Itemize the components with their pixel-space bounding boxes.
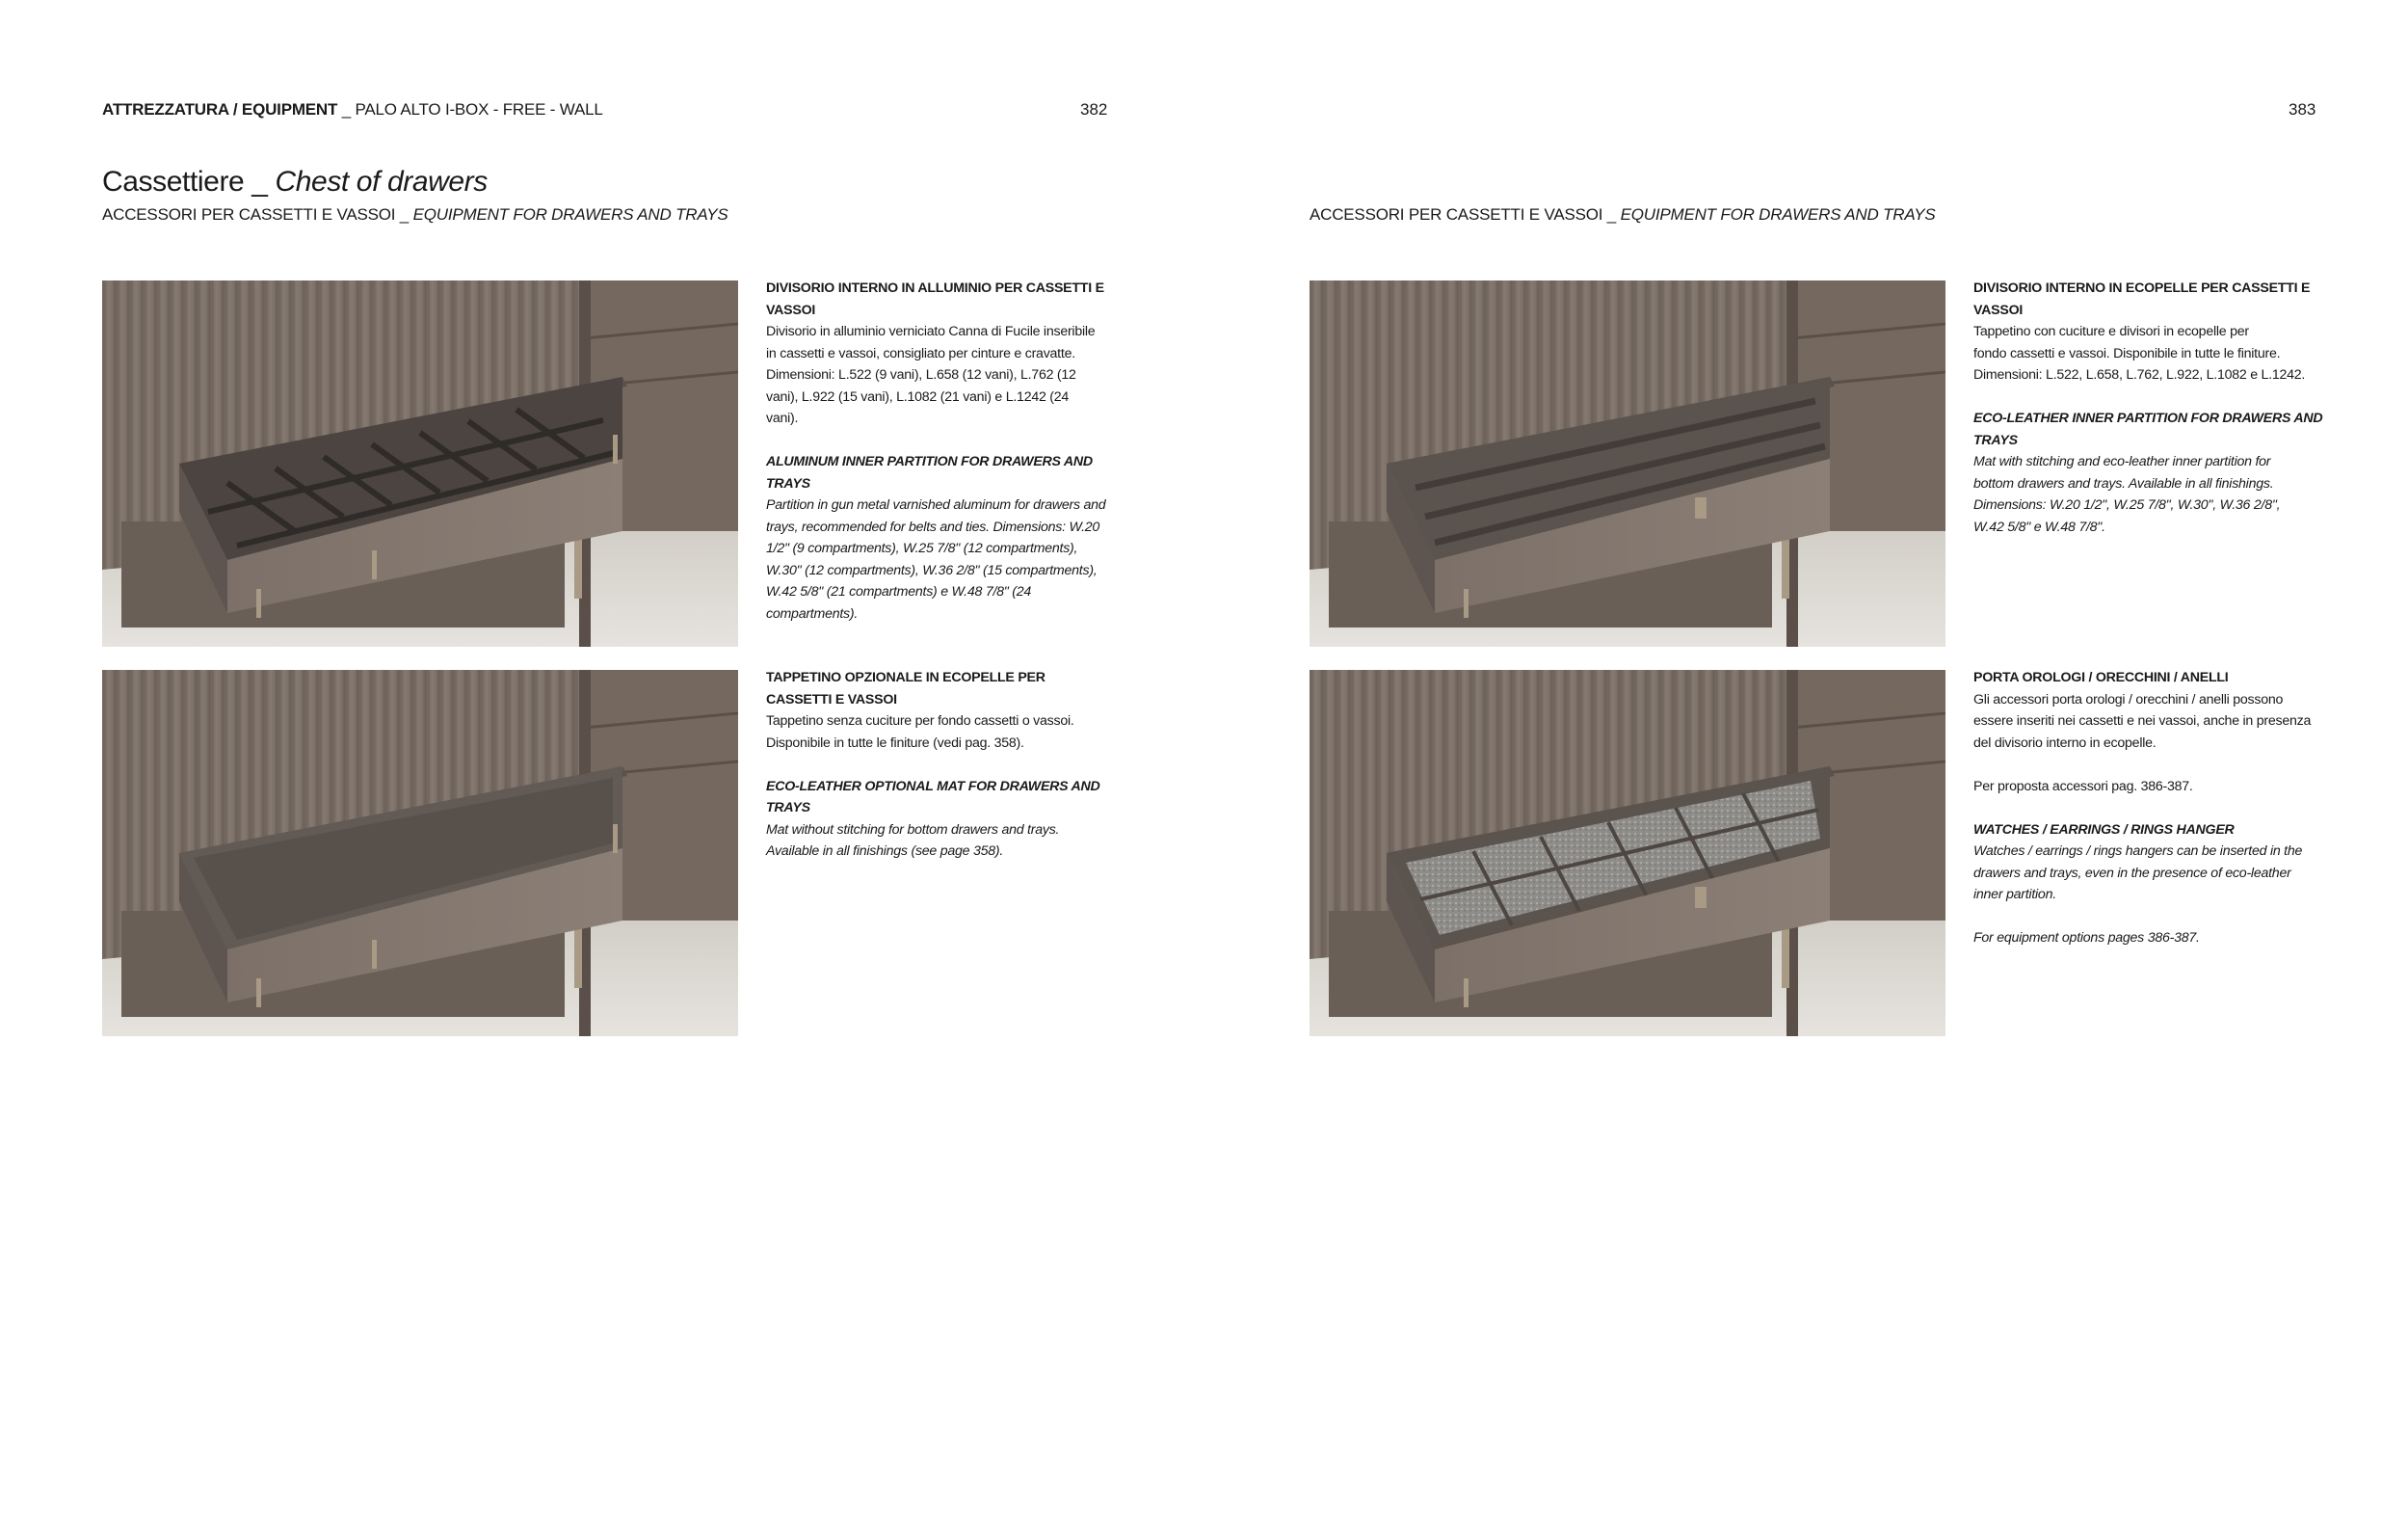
text-aluminum-partition (766, 278, 1113, 625)
body-line: essere inseriti nei cassetti e nei vassoi, anche in presenza (1973, 713, 2312, 729)
body-line: fondo cassetti e vassoi. Disponibile in tutte le finiture. (1973, 345, 2281, 361)
body-line: vani). (766, 411, 799, 426)
page-number-right: 383 (2289, 100, 2316, 119)
photo-eco-leather-mat (102, 670, 738, 1036)
section-header-rest: _ PALO ALTO I-BOX - FREE - WALL (337, 100, 603, 119)
heading-it: DIVISORIO INTERNO IN ECOPELLE PER CASSETTI E VASSOI (1973, 280, 2311, 318)
body-line-en: W.30" (12 compartments), W.36 2/8" (15 compartments), (766, 562, 1098, 578)
body-line-en: Partition in gun metal varnished aluminum for drawers and (766, 497, 1106, 513)
body-line-en: Dimensions: W.20 1/2", W.25 7/8", W.30", W.36 2/8", (1973, 497, 2281, 513)
photo-aluminum-partition (102, 280, 738, 647)
body-line: Dimensioni: L.522 (9 vani), L.658 (12 vani), L.762 (12 (766, 367, 1076, 383)
section-header (102, 100, 603, 120)
heading-it: TAPPETINO OPZIONALE IN ECOPELLE PER CASSETTI E VASSOI (766, 670, 1045, 708)
body-line: Tappetino senza cuciture per fondo cassetti o vassoi. (766, 713, 1074, 729)
body-line-en: compartments). (766, 605, 859, 622)
heading-en: WATCHES / EARRINGS / RINGS HANGER (1973, 821, 2235, 838)
subtitle-left-it: ACCESSORI PER CASSETTI E VASSOI _ (102, 205, 413, 224)
section-header-bold: ATTREZZATURA / EQUIPMENT (102, 100, 338, 119)
subtitle-left-en: EQUIPMENT FOR DRAWERS AND TRAYS (412, 205, 728, 224)
body-line-en: trays, recommended for belts and ties. Dimensions: W.20 (766, 519, 1100, 535)
body-line-en: drawers and trays, even in the presence of eco-leather (1973, 865, 2291, 881)
body-line-en: bottom drawers and trays. Available in all finishings. (1973, 475, 2274, 492)
page-title-en: Chest of drawers (275, 166, 488, 198)
text-watch-ring-hanger (1973, 667, 2359, 949)
note-it: Per proposta accessori pag. 386-387. (1973, 778, 2193, 794)
body-line-en: W.42 5/8" e W.48 7/8". (1973, 519, 2105, 535)
text-eco-leather-partition (1973, 278, 2359, 538)
body-line-en: Available in all finishings (see page 358). (766, 843, 1004, 859)
subtitle-right-en: EQUIPMENT FOR DRAWERS AND TRAYS (1620, 205, 1936, 224)
body-line-en: Mat without stitching for bottom drawers and trays. (766, 821, 1060, 838)
page-number-left: 382 (1080, 100, 1108, 119)
body-line-en: inner partition. (1973, 887, 2056, 902)
photo-watch-ring-hanger (1310, 670, 1945, 1036)
body-line: Tappetino con cuciture e divisori in ecopelle per (1973, 324, 2249, 339)
body-line-en: W.42 5/8" (21 compartments) e W.48 7/8" (24 (766, 584, 1032, 600)
body-line: Disponibile in tutte le finiture (vedi pag. 358). (766, 734, 1024, 751)
text-eco-leather-mat (766, 667, 1113, 863)
body-line: vani), L.922 (15 vani), L.1082 (21 vani) e L.1242 (24 (766, 388, 1070, 405)
body-line: in cassetti e vassoi, consigliato per cinture e cravatte. (766, 345, 1075, 361)
subtitle-right-it: ACCESSORI PER CASSETTI E VASSOI _ (1310, 205, 1621, 224)
page-title (102, 166, 488, 199)
subtitle-right (1310, 205, 1936, 225)
heading-en: ECO-LEATHER INNER PARTITION FOR DRAWERS AND TRAYS (1973, 411, 2323, 448)
heading-en: ALUMINUM INNER PARTITION FOR DRAWERS AND TRAYS (766, 454, 1093, 492)
body-line: del divisorio interno in ecopelle. (1973, 734, 2157, 751)
body-line: Divisorio in alluminio verniciato Canna di Fucile inseribile (766, 324, 1096, 339)
photo-eco-leather-partition (1310, 280, 1945, 647)
page-title-it: Cassettiere _ (102, 166, 276, 198)
heading-it: PORTA OROLOGI / ORECCHINI / ANELLI (1973, 670, 2229, 685)
body-line-en: Mat with stitching and eco-leather inner partition for (1973, 454, 2271, 469)
heading-en: ECO-LEATHER OPTIONAL MAT FOR DRAWERS AND TRAYS (766, 778, 1100, 815)
body-line-en: 1/2" (9 compartments), W.25 7/8" (12 compartments), (766, 541, 1078, 556)
body-line: Dimensioni: L.522, L.658, L.762, L.922, L.1082 e L.1242. (1973, 367, 2306, 383)
body-line-en: Watches / earrings / rings hangers can be inserted in the (1973, 843, 2303, 859)
heading-it: DIVISORIO INTERNO IN ALLUMINIO PER CASSETTI E VASSOI (766, 280, 1104, 318)
note-en: For equipment options pages 386-387. (1973, 930, 2200, 946)
body-line: Gli accessori porta orologi / orecchini / anelli possono (1973, 691, 2284, 708)
subtitle-left (102, 205, 728, 225)
